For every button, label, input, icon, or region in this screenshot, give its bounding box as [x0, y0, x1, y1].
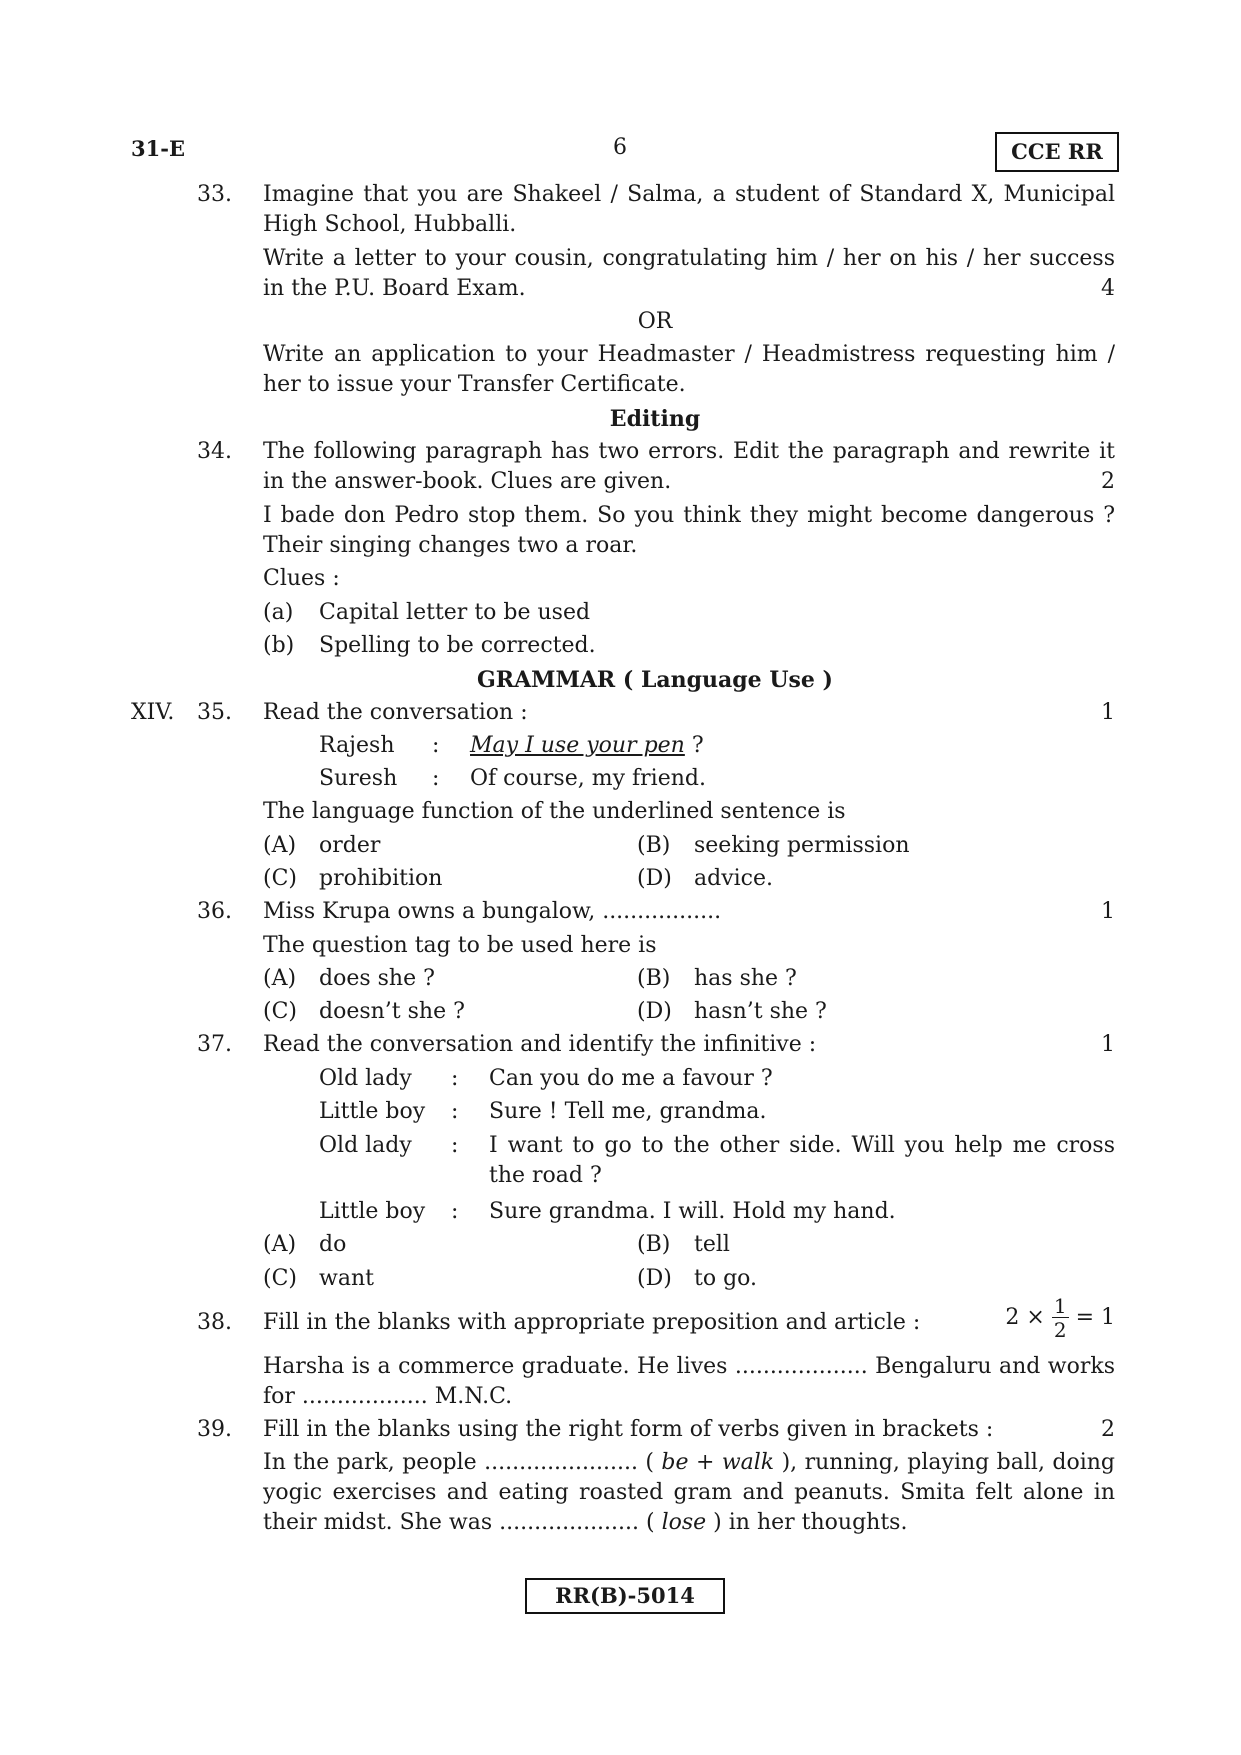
fraction-numerator: 1 — [1053, 1294, 1067, 1318]
question-number-39: 39. — [197, 1417, 232, 1442]
clue-text: Capital letter to be used — [319, 600, 591, 625]
dialogue-line: Sure grandma. I will. Hold my hand. — [489, 1199, 896, 1224]
question-number-36: 36. — [197, 899, 232, 924]
option-label: (D) — [637, 866, 672, 891]
q33-or: OR — [637, 309, 673, 334]
fraction — [1052, 1296, 1069, 1340]
dialogue-separator: : — [432, 766, 440, 791]
clue-text: Spelling to be corrected. — [319, 633, 596, 658]
q35-marks: 1 — [1101, 700, 1115, 725]
q33-task-letter: Write a letter to your cousin, congratulating him / her on his / her success in the P.U. Board Exam. — [263, 246, 1115, 301]
q39-passage-part: ) in her thoughts. — [706, 1510, 908, 1535]
question-number-38: 38. — [197, 1310, 232, 1335]
option-text: doesn’t she ? — [319, 999, 465, 1024]
q35-text: Read the conversation : — [263, 700, 528, 725]
q38-marks — [997, 1296, 1115, 1340]
page-number: 6 — [613, 135, 627, 160]
option-label: (A) — [263, 966, 297, 991]
option-label: (A) — [263, 833, 297, 858]
q36-question: The question tag to be used here is — [263, 933, 657, 958]
option-text: does she ? — [319, 966, 435, 991]
dialogue-line — [470, 731, 704, 761]
dialogue-separator: : — [451, 1133, 459, 1158]
dialogue-speaker: Little boy — [319, 1199, 426, 1224]
paper-code: 31-E — [131, 136, 185, 161]
option-text: prohibition — [319, 866, 443, 891]
dialogue-line: Sure ! Tell me, grandma. — [489, 1099, 767, 1124]
option-label: (D) — [637, 1266, 672, 1291]
option-text: order — [319, 833, 381, 858]
marks-multiplier: 2 × — [1005, 1305, 1045, 1330]
option-label: (C) — [263, 866, 297, 891]
option-text: seeking permission — [694, 833, 910, 858]
dialogue-speaker: Old lady — [319, 1066, 412, 1091]
dialogue-speaker: Suresh — [319, 766, 398, 791]
q33-task-application: Write an application to your Headmaster / Headmistress requesting him / her to issue your Transfer Certificate. — [263, 342, 1115, 397]
option-text: to go. — [694, 1266, 758, 1291]
q39-passage-part: ), running, playing ball, doing yogic exercises and eating roasted gram and peanuts. Smita felt alone in their midst. She was .................... ( — [263, 1450, 1115, 1535]
grammar-heading: GRAMMAR ( Language Use ) — [477, 667, 833, 693]
verb-hint: lose — [661, 1510, 707, 1535]
editing-heading: Editing — [609, 406, 701, 432]
option-text: hasn’t she ? — [694, 999, 827, 1024]
dialogue-line: Of course, my friend. — [470, 766, 706, 791]
dialogue-separator: : — [451, 1099, 459, 1124]
verb-hint: be + walk — [661, 1450, 775, 1475]
dialogue-speaker: Old lady — [319, 1133, 412, 1158]
q38-text: Fill in the blanks with appropriate preposition and article : — [263, 1310, 921, 1335]
q34-text: The following paragraph has two errors. Edit the paragraph and rewrite it in the answer-book. Clues are given. — [263, 439, 1115, 494]
q34-clues-label: Clues : — [263, 566, 340, 591]
clue-label: (b) — [263, 633, 295, 658]
option-text: tell — [694, 1232, 730, 1257]
option-label: (B) — [637, 833, 671, 858]
marks-total: = 1 — [1075, 1305, 1115, 1330]
q39-marks: 2 — [1101, 1417, 1115, 1442]
q37-text: Read the conversation and identify the infinitive : — [263, 1032, 817, 1057]
q39-text: Fill in the blanks using the right form of verbs given in brackets : — [263, 1417, 994, 1442]
question-number-37: 37. — [197, 1032, 232, 1057]
fraction-denominator: 2 — [1053, 1318, 1067, 1342]
dialogue-line: Can you do me a favour ? — [489, 1066, 773, 1091]
footer-code: RR(B)-5014 — [525, 1578, 725, 1614]
q38-passage: Harsha is a commerce graduate. He lives ................... Bengaluru and works for .................. M.N.C. — [263, 1354, 1115, 1409]
q39-passage — [263, 1448, 1115, 1538]
dialogue-separator: : — [432, 733, 440, 758]
q33-intro: Imagine that you are Shakeel / Salma, a student of Standard X, Municipal High School, Hubballi. — [263, 182, 1115, 237]
question-number-35: 35. — [197, 700, 232, 725]
option-label: (D) — [637, 999, 672, 1024]
q35-question: The language function of the underlined sentence is — [263, 799, 846, 824]
option-text: do — [319, 1232, 347, 1257]
question-number-33: 33. — [197, 182, 232, 207]
exam-box-label: CCE RR — [995, 132, 1119, 172]
underlined-sentence: May I use your pen — [470, 733, 685, 758]
q36-text: Miss Krupa owns a bungalow, ................. — [263, 899, 722, 924]
q36-marks: 1 — [1101, 899, 1115, 924]
option-label: (B) — [637, 1232, 671, 1257]
dialogue-speaker: Rajesh — [319, 733, 395, 758]
option-label: (C) — [263, 1266, 297, 1291]
dialogue-line-end: ? — [684, 733, 704, 758]
dialogue-separator: : — [451, 1199, 459, 1224]
option-label: (C) — [263, 999, 297, 1024]
clue-label: (a) — [263, 600, 294, 625]
q37-marks: 1 — [1101, 1032, 1115, 1057]
option-label: (B) — [637, 966, 671, 991]
option-text: want — [319, 1266, 374, 1291]
option-text: has she ? — [694, 966, 797, 991]
dialogue-separator: : — [451, 1066, 459, 1091]
question-number-34: 34. — [197, 439, 232, 464]
option-text: advice. — [694, 866, 773, 891]
dialogue-speaker: Little boy — [319, 1099, 426, 1124]
q34-marks: 2 — [1101, 469, 1115, 494]
q39-passage-part: In the park, people ...................... ( — [263, 1450, 662, 1475]
option-label: (A) — [263, 1232, 297, 1257]
section-number: XIV. — [131, 700, 175, 725]
q33-marks: 4 — [1101, 276, 1115, 301]
q34-paragraph: I bade don Pedro stop them. So you think they might become dangerous ? Their singing changes two a roar. — [263, 503, 1115, 558]
dialogue-line: I want to go to the other side. Will you help me cross the road ? — [489, 1133, 1115, 1188]
